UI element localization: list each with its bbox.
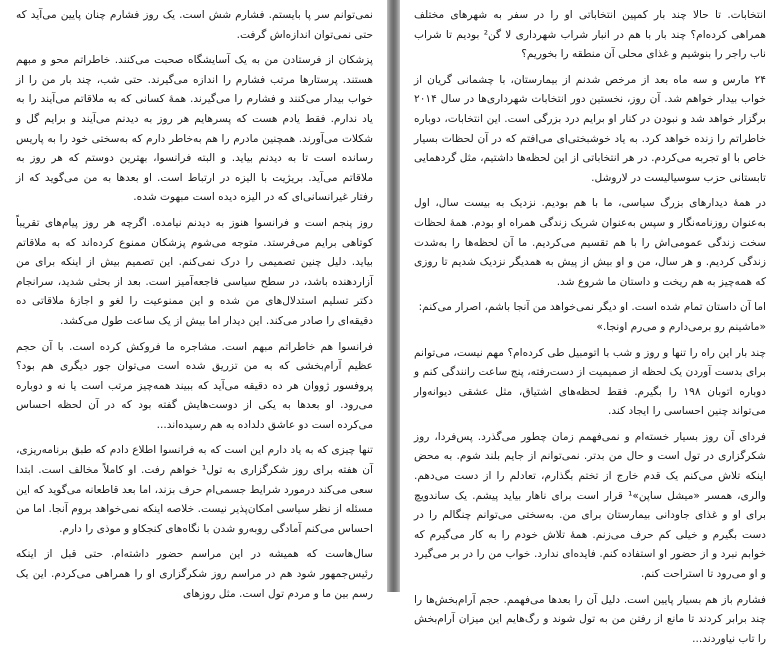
book-spine-gutter bbox=[387, 0, 400, 592]
paragraph: تنها چیزی که به یاد دارم این است که به فرانسوا اطلاع دادم که طبق برنامه‌ریزی، آن هفته برای روز شکرگزاری به تول¹ خواهم رفت. او کاملاً مخالف است. ابتدا سعی می‌کند درمورد شرایط جسمی‌ام حرف بزند، اما بعد قاطعانه می‌گوید که این مسئله از نظر سیاسی امکان‌پذیر نیست. خلاصه اینکه نمی‌خواهد بروم آنجا. اما من احساس می‌کنم آمادگی روبه‌رو شدن با نگاه‌های کنجکاو و موذی را دارم. bbox=[16, 444, 373, 535]
paragraph: نمی‌توانم سر پا بایستم. فشارم شش است. یک روز فشارم چنان پایین می‌آید که حتی نمی‌توان اندازه‌اش گرفت. bbox=[16, 9, 373, 41]
paragraph: چند بار این راه را تنها و روز و شب با اتومبیل طی کرده‌ام؟ مهم نیست، می‌توانم برای بدست آوردن یک لحظه از صمیمیت از دست‌رفته، پنج ساعت رانندگی کنم و دوباره اتوبان ۱۹۸ را بگیرم. فقط لحظه‌های اشتیاق، مثل عشقی دیوانه‌وار می‌تواند چنین احساسی را ایجاد کند. bbox=[414, 346, 766, 418]
paragraph: انتخابات. تا حالا چند بار کمپین انتخاباتی او را در سفر به شهرهای مختلف همراهی کرده‌ام؟ چند بار با هم در انبار شراب شهرداری لا گن² بودیم تا شراب ناب راجر را بنوشیم و غذای محلی آن منطقه را بخوریم؟ bbox=[414, 9, 766, 61]
paragraph: فرانسوا هم خاطراتم مبهم است. مشاجره ما فروکش کرده است. با آن حجم عظیم آرام‌بخشی که به من تزریق شده است می‌توان جور دیگری هم بود؟ پروفسور ژووان هر ده دقیقه می‌آید که ببیند همه‌چیز مرتب است یا نه و دوباره می‌رود. او بعدها به یکی از دوست‌هایش گفته بود که در آن لحظه احساس می‌کرده است دو عاشق دلداده به هم رسیده‌اند... bbox=[16, 340, 373, 431]
paragraph: اما آن داستان تمام شده است. او دیگر نمی‌خواهد من آنجا باشم، اصرار می‌کنم: bbox=[418, 301, 766, 314]
paragraph: در همهٔ دیدارهای بزرگ سیاسی، ما با هم بودیم. نزدیک به بیست سال، اول به‌عنوان روزنامه‌نگار و سپس به‌عنوان شریک زندگی همراه او بودم. همهٔ لحظات سخت زندگی عمومی‌اش را با هم تقسیم می‌کردیم. ما آن لحظه‌ها را به‌شدت زندگی کردیم. و هر سال، من و او بیش از پیش به همدیگر نزدیک شدیم تا روزی که همه‌چیز به هم ریخت و داستان ما شروع شد. bbox=[414, 197, 766, 288]
paragraph: پزشکان از فرستادن من به یک آسایشگاه صحبت می‌کنند. خاطراتم محو و مبهم هستند. پرستارها مرتب فشارم را اندازه می‌گیرند. حتی شب، چند بار من را از خواب بیدار می‌کنند و فشارم را می‌گیرند. همهٔ کسانی که به ملاقاتم می‌آیند را به یاد ندارم. فقط یادم هست که پسرهایم هر روز به دیدنم می‌آیند و برایم گل و شکلات می‌آورند. همچنین مادرم را هم به‌خاطر دارم که به‌سختی خود را به پاریس رسانده است تا به دیدنم بیاید. و البته فرانسوا، بهترین دوستم که هر روز به ملاقاتم می‌آید. بریژیت با الیزه در ارتباط است. او بعدها به من می‌گوید که از رفتار غیرانسانی‌ای که در الیزه دیده است مبهوت شده. bbox=[16, 54, 373, 204]
paragraph: سال‌هاست که همیشه در این مراسم حضور داشته‌ام. حتی قبل از اینکه رئیس‌جمهور شود هم در مراسم روز شکرگزاری او را همراهی می‌کردم. این یک رسم بین ما و مردم تول است. مثل روزهای bbox=[16, 548, 373, 600]
quote-line: «ماشینم رو برمی‌دارم و می‌رم اونجا.» bbox=[596, 320, 766, 333]
paragraph: فشارم باز هم بسیار پایین است. دلیل آن را بعدها می‌فهمم. حجم آرام‌بخش‌ها را چند برابر کردند تا مانع از رفتن من به تول شوند و رگ‌هایم این میزان آرام‌بخش را تاب نیاوردند... bbox=[414, 593, 766, 645]
paragraph: روز پنجم است و فرانسوا هنوز به دیدنم نیامده. اگرچه هر روز پیام‌های تقریباً کوتاهی برایم می‌فرستد. متوجه می‌شوم پزشکان ممنوع کرده‌اند که به ملاقاتم بیاید. دلیل چنین تصمیمی را درک نمی‌کنم. این تصمیم بیش از اینکه برای من آزاردهنده باشد، در سطح سیاسی فاجعه‌آمیز است. بعد از بحثی شدید، سرانجام دکتر تسلیم استدلال‌های من شده و این ممنوعیت را لغو و اجازهٔ ملاقاتی ده دقیقه‌ای را صادر می‌کند. این دیدار اما بیش از یک ساعت طول می‌کشد. bbox=[16, 216, 373, 327]
right-page bbox=[400, 0, 784, 645]
left-page bbox=[0, 0, 387, 600]
paragraph: ۲۴ مارس و سه ماه بعد از مرخص شدنم از بیمارستان، با چشمانی گریان از خواب بیدار خواهم شد. آن روز، نخستین دور انتخابات شهرداری‌ها در سال ۲۰۱۴ برگزار خواهد شد و نبودن در کنار او برایم درد بزرگی است. این انتخابات، دوباره خاطراتم را زنده خواهد کرد. به یاد خوشبختی‌ای می‌افتم که در آن لحظات بسیار خاص با او تجربه می‌کردم. در هر انتخاباتی از این لحظه‌ها داشتیم، مثل گردهمایی تابستانی حزب سوسیالیست در لاروشل. bbox=[414, 73, 766, 184]
paragraph: فردای آن روز بسیار خسته‌ام و نمی‌فهمم زمان چطور می‌گذرد. پس‌فردا، روز شکرگزاری در تول است و حال من بدتر. نمی‌توانم از جایم بلند شوم. به محض اینکه تلاش می‌کنم یک قدم خارج از تختم بگذارم، تعادلم را از دست می‌دهم. والری، همسر «میشل ساپن»¹ قرار است برای ناهار بیاید پیشم. یک ساندویچ برای او و غذای جاودانی بیمارستان برای من. به‌سختی می‌توانم چنگالم را در دست بگیرم و خیلی کم حرف می‌زنم. همهٔ تلاش خودم را به کار می‌گیرم که خوابم نبرد و از حضور او استفاده کنم. فایده‌ای ندارد. خواب من را در بر می‌گیرد و او می‌رود تا استراحت کنم. bbox=[414, 430, 766, 581]
